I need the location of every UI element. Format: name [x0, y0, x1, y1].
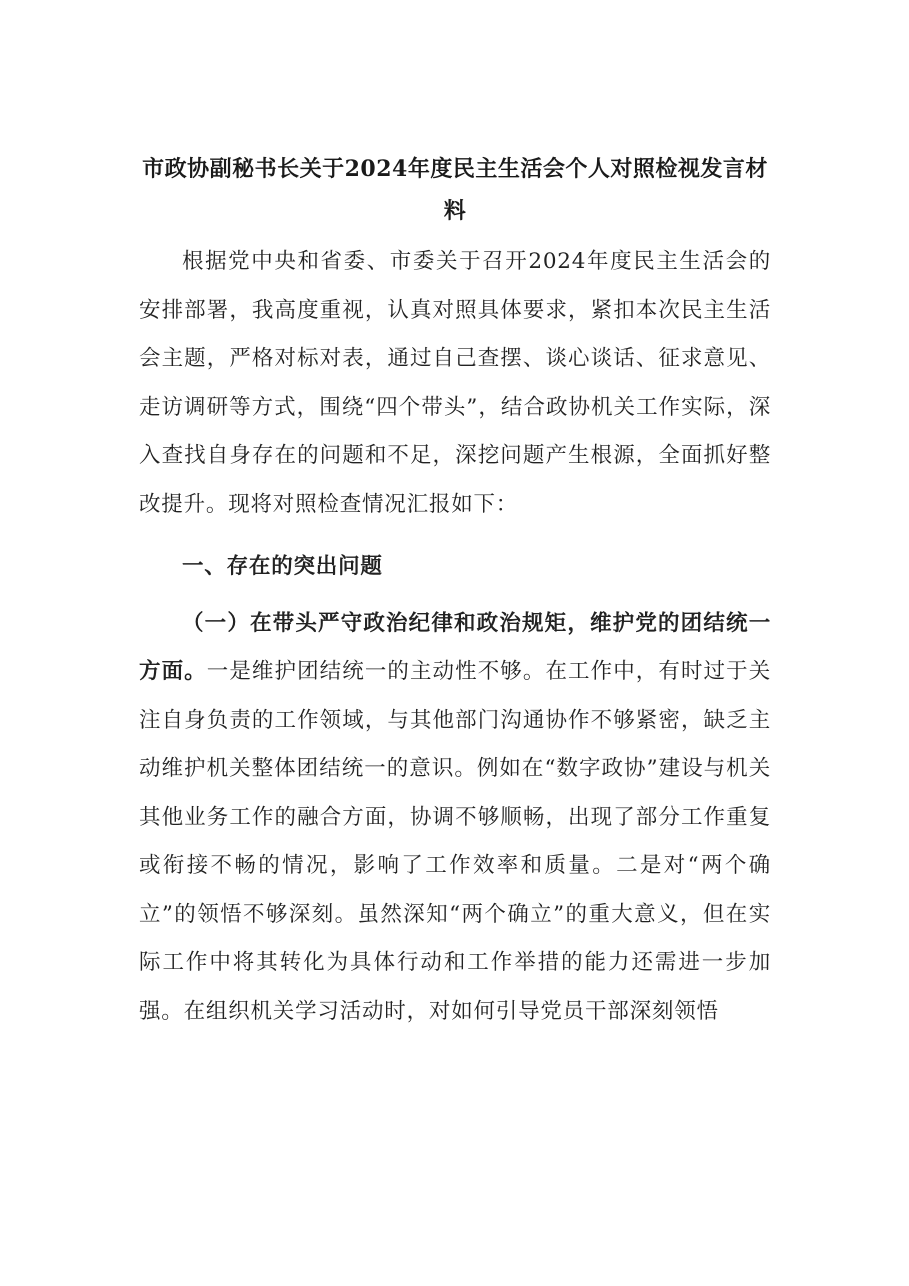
subsection-paragraph	[139, 600, 771, 1037]
subsection-heading: （一）在带头严守政治纪律和政治规矩，维护党的团结统一方面。	[139, 610, 771, 684]
spacer	[139, 529, 771, 537]
document-page	[139, 148, 771, 1036]
spacer	[139, 592, 771, 600]
section-heading: 一、存在的突出问题	[182, 554, 383, 579]
intro-paragraph: 根据党中央和省委、市委关于召开2024年度民主生活会的安排部署，我高度重视，认真对照具体要求，紧扣本次民主生活会主题，严格对标对表，通过自己查摆、谈心谈话、征求意见、走访调研等方式，围绕“四个带头”，结合政协机关工作实际，深入查找自身存在的问题和不足，深挖问题产生根源，全面抓好整改提升。现将对照检查情况汇报如下：	[139, 249, 771, 517]
subsection-body: 一是维护团结统一的主动性不够。在工作中，有时过于关注自身负责的工作领域，与其他部门沟通协作不够紧密，缺乏主动维护机关整体团结统一的意识。例如在“数字政协”建设与机关其他业务工作的融合方面，协调不够顺畅，出现了部分工作重复或衔接不畅的情况，影响了工作效率和质量。二是对“两个确立”的领悟不够深刻。虽然深知“两个确立”的重大意义，但在实际工作中将其转化为具体行动和工作举措的能力还需进一步加强。在组织机关学习活动时，对如何引导党员干部深刻领悟	[139, 659, 771, 1024]
document-title: 市政协副秘书长关于2024年度民主生活会个人对照检视发言材料	[142, 156, 768, 224]
